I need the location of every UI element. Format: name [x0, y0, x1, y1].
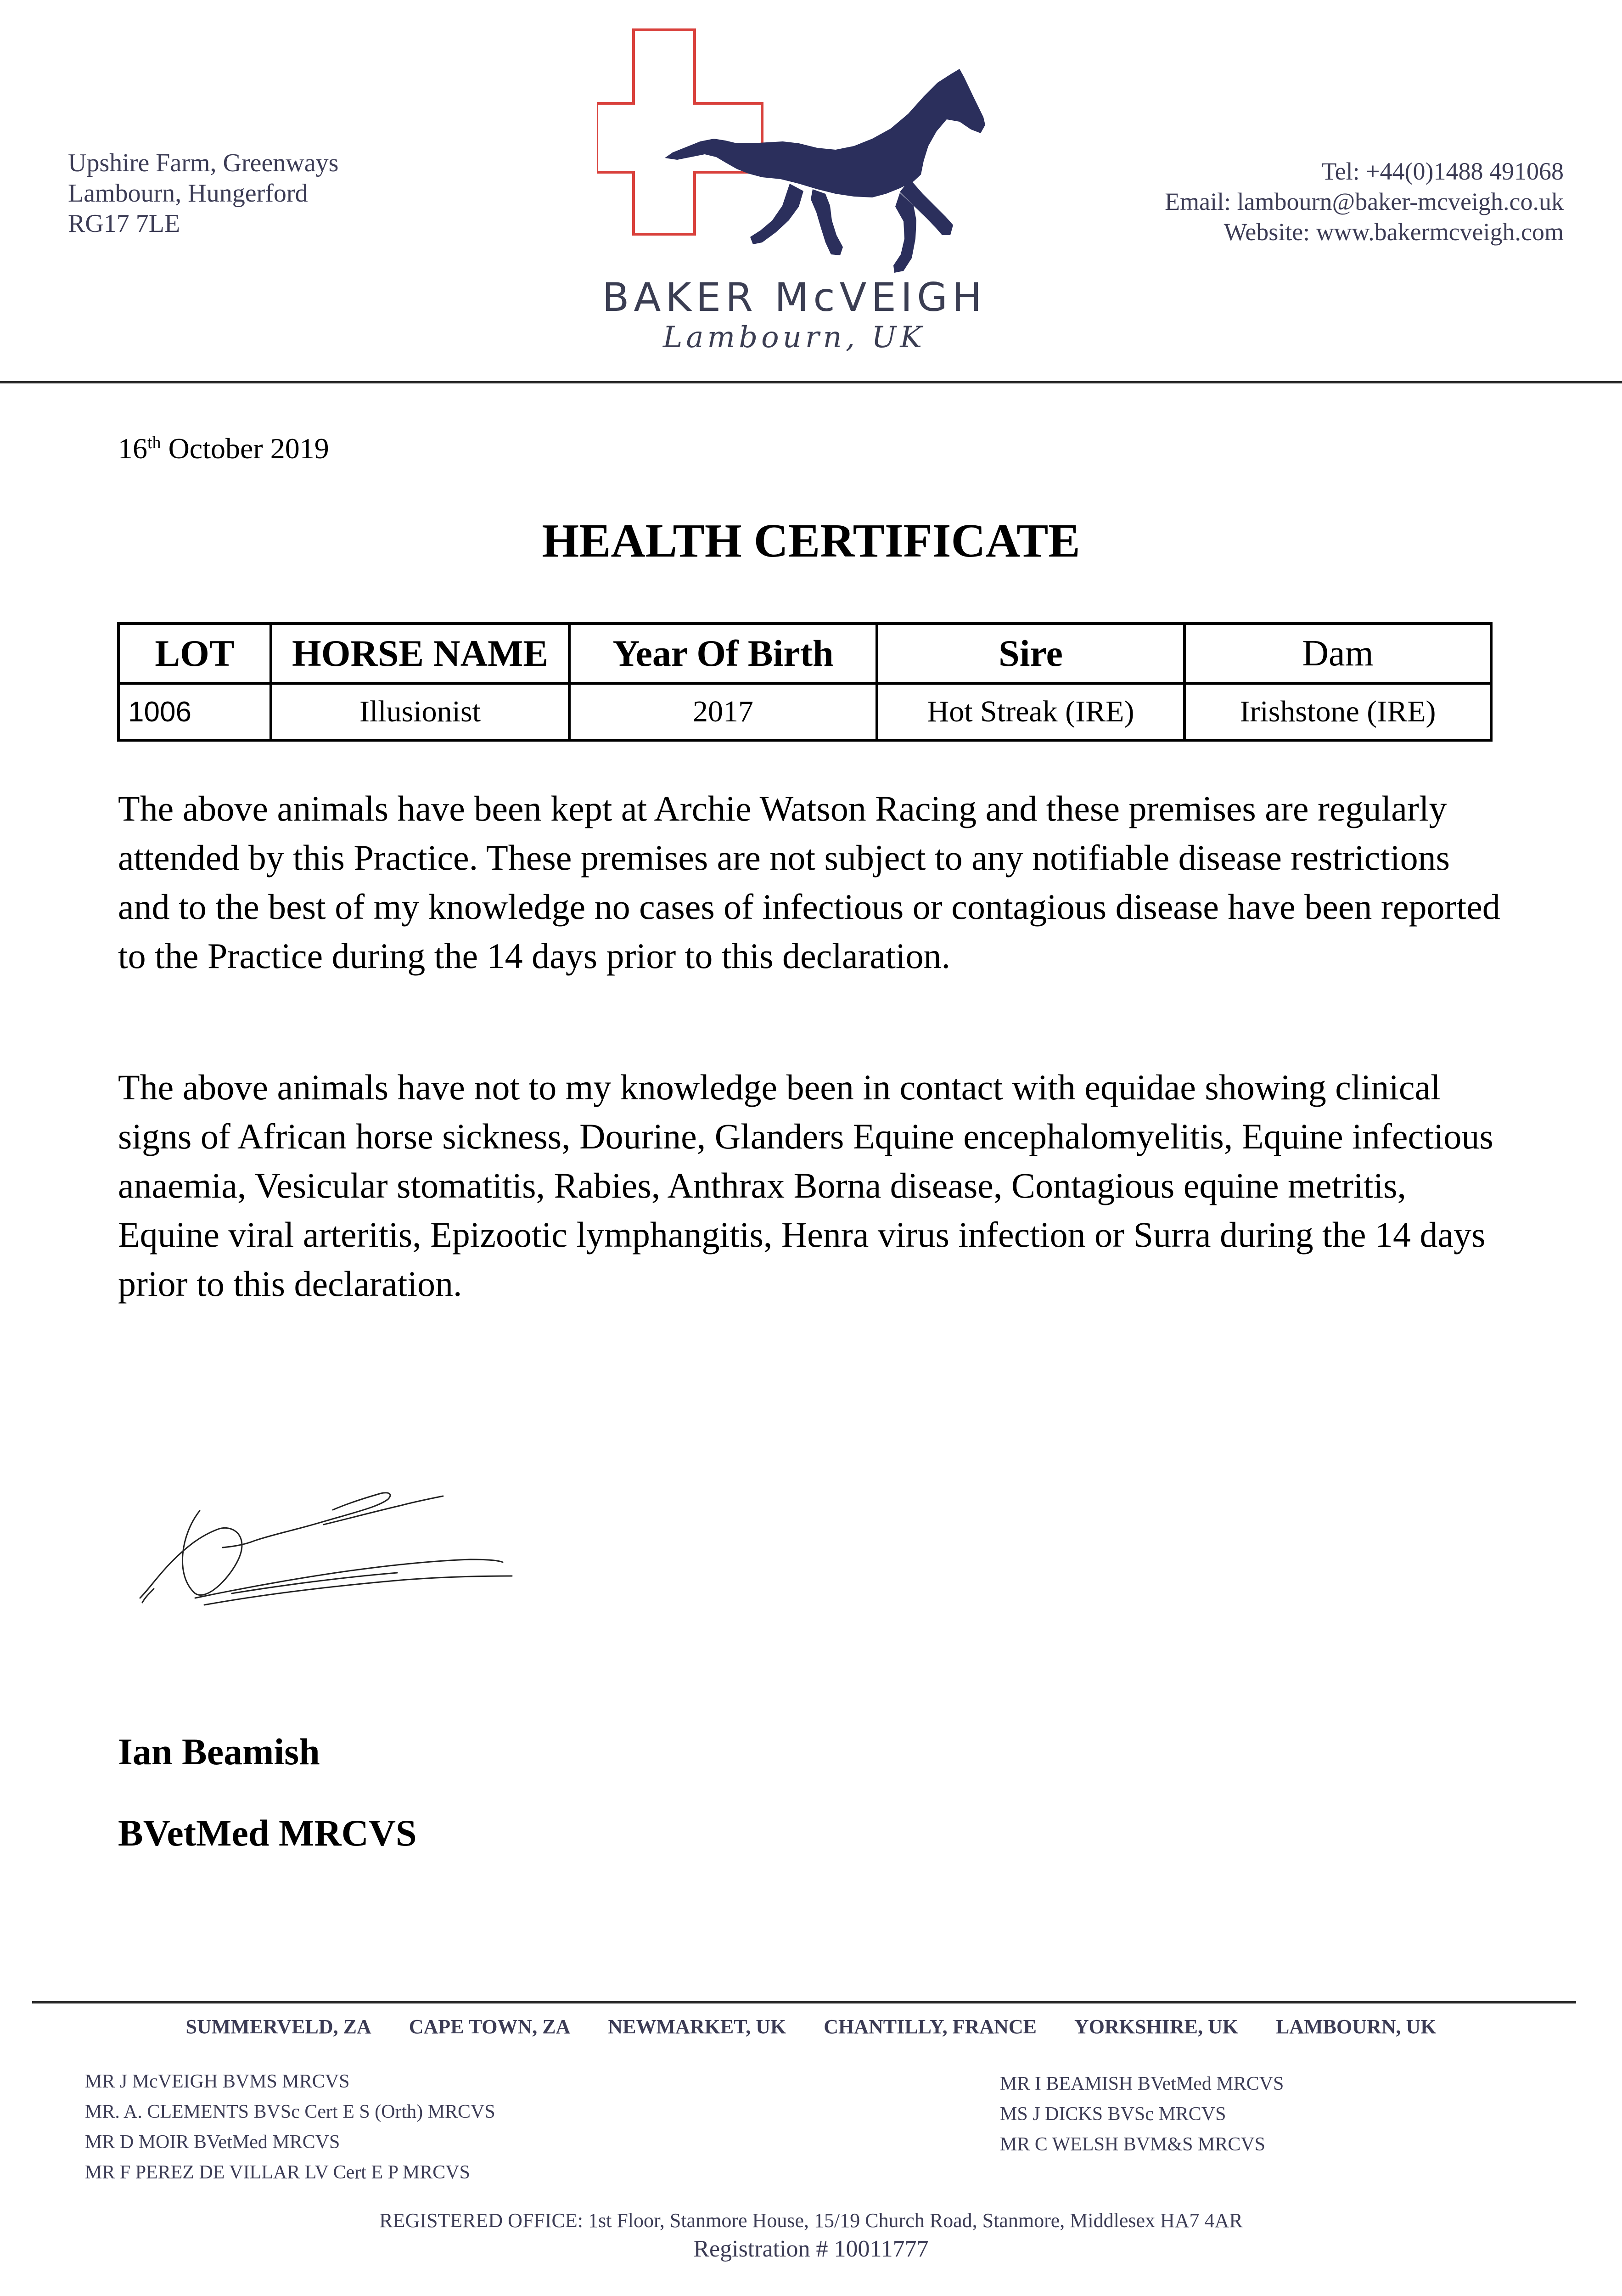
signer-name: Ian Beamish: [118, 1731, 320, 1773]
brand-location: Lambourn, UK: [662, 321, 926, 355]
practice-locations: [0, 2015, 1622, 2038]
date-month-year: October 2019: [161, 432, 329, 465]
signer-qualifications: BVetMed MRCVS: [118, 1812, 417, 1854]
date-suffix: th: [147, 433, 161, 452]
contact-website: Website: www.bakermcveigh.com: [1224, 218, 1564, 246]
staff-member: MS J DICKS BVSc MRCVS: [1000, 2104, 1226, 2125]
staff-member: MR F PEREZ DE VILLAR LV Cert E P MRCVS: [85, 2162, 470, 2183]
staff-member: MR D MOIR BVetMed MRCVS: [85, 2132, 340, 2153]
practice-contact: [1165, 156, 1564, 247]
location-item: YORKSHIRE, UK: [1074, 2015, 1238, 2038]
declaration-paragraph-diseases: The above animals have not to my knowledge been in contact with equidae showing clinical signs of African horse sickness, Dourine, Glanders Equine encephalomyelitis, Equine infectious anaemia, Vesicular stomatitis, Rabies, Anthrax Borna disease, Contagious equine metritis, Equine viral arteritis, Epizootic lymphangitis, Henra virus infection or Surra during the 14 days prior to this declaration.: [118, 1067, 1493, 1304]
registered-office: REGISTERED OFFICE: 1st Floor, Stanmore House, 15/19 Church Road, Stanmore, Middlesex HA7 4AR: [379, 2209, 1243, 2232]
header-divider: [0, 381, 1622, 383]
address-line: Lambourn, Hungerford: [68, 179, 308, 208]
cell-dam: Irishstone (IRE): [1184, 683, 1491, 740]
cell-horse-name: Illusionist: [271, 683, 569, 740]
address-line: RG17 7LE: [68, 209, 180, 238]
table-row: [118, 683, 1491, 740]
certificate-title: HEALTH CERTIFICATE: [542, 514, 1080, 567]
date-day: 16: [118, 432, 147, 465]
footer-divider: [32, 2001, 1576, 2003]
staff-member: MR. A. CLEMENTS BVSc Cert E S (Orth) MRCVS: [85, 2101, 495, 2122]
location-item: SUMMERVELD, ZA: [185, 2015, 371, 2038]
registration-number: Registration # 10011777: [693, 2236, 929, 2262]
header-horse-name: HORSE NAME: [271, 624, 569, 683]
handwritten-signature: [131, 1456, 535, 1630]
table-header-row: [118, 624, 1491, 683]
horse-details-table: [117, 622, 1493, 742]
declaration-paragraph-premises: The above animals have been kept at Archie Watson Racing and these premises are regularly attended by this Practice. These premises are not subject to any notifiable disease restrictions and to the best of my knowledge no cases of infectious or contagious disease have been reported to the Practice during the 14 days prior to this declaration.: [118, 788, 1500, 976]
red-cross-icon: [597, 30, 762, 234]
staff-list-left: [85, 2066, 495, 2188]
location-item: NEWMARKET, UK: [608, 2015, 786, 2038]
header-dam: Dam: [1184, 624, 1491, 683]
staff-member: MR C WELSH BVM&S MRCVS: [1000, 2134, 1266, 2155]
location-item: LAMBOURN, UK: [1275, 2015, 1437, 2038]
brand-name: BAKER McVEIGH: [602, 275, 987, 321]
location-item: CAPE TOWN, ZA: [409, 2015, 571, 2038]
staff-member: MR I BEAMISH BVetMed MRCVS: [1000, 2073, 1284, 2094]
staff-list-right: [1000, 2069, 1284, 2160]
cell-year-of-birth: 2017: [569, 683, 877, 740]
header-lot: LOT: [118, 624, 271, 683]
certificate-date: [118, 432, 329, 466]
header-year-of-birth: Year Of Birth: [569, 624, 877, 683]
cell-sire: Hot Streak (IRE): [877, 683, 1184, 740]
contact-phone: Tel: +44(0)1488 491068: [1321, 158, 1564, 185]
location-item: CHANTILLY, FRANCE: [824, 2015, 1037, 2038]
address-line: Upshire Farm, Greenways: [68, 149, 339, 177]
cell-lot: 1006: [118, 683, 271, 740]
practice-address: [68, 148, 338, 239]
staff-member: MR J McVEIGH BVMS MRCVS: [85, 2071, 350, 2092]
header-sire: Sire: [877, 624, 1184, 683]
contact-email: Email: lambourn@baker-mcveigh.co.uk: [1165, 188, 1564, 215]
